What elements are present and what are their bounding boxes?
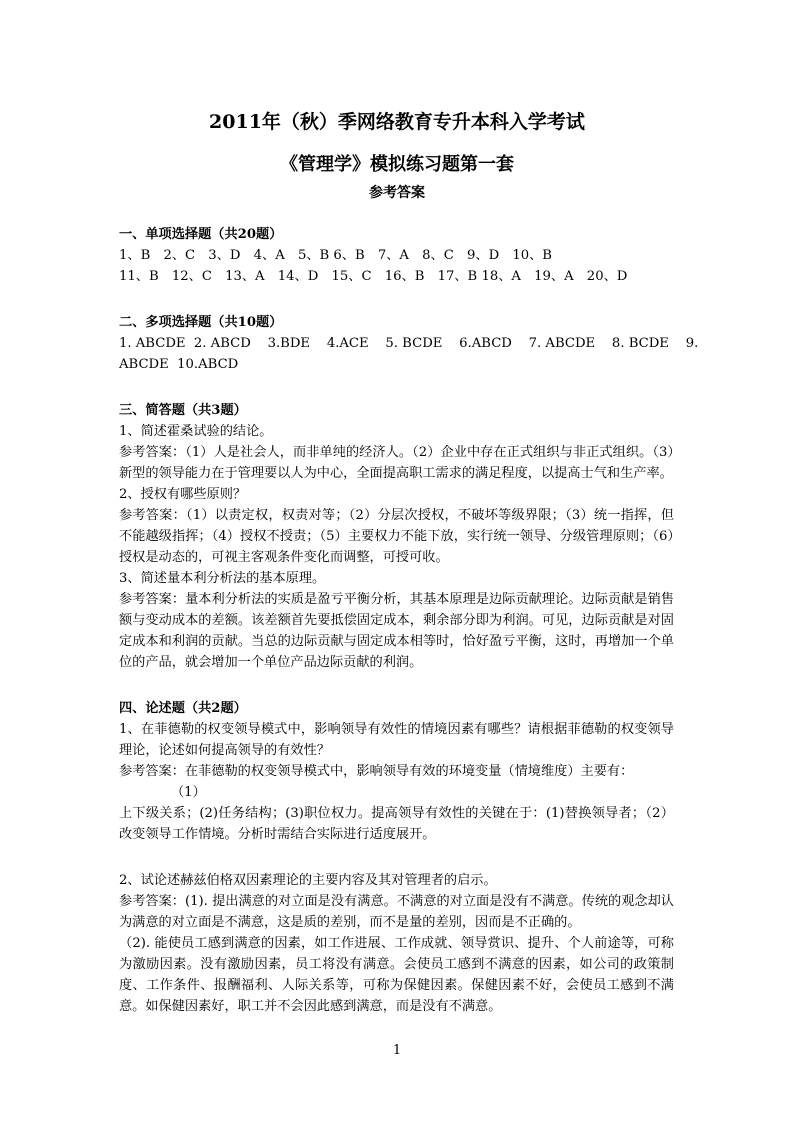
document-body [119,224,699,1017]
section2-answers-line2: ABCDE 10.ABCD [119,357,239,372]
section1-answers-line1: 1、B 2、C 3、D 4、A 5、B 6、B 7、A 8、C 9、D 10、B [119,248,552,263]
section4-question2: 2、试论述赫兹伯格双因素理论的主要内容及其对管理者的启示。 [119,873,497,888]
exam-title: 2011年（秋）季网络教育专升本科入学考试 [209,111,585,133]
answer-heading: 参考答案 [369,185,425,201]
section3-answer3: 参考答案：量本利分析法的实质是盈亏平衡分析，其基本原理是边际贡献理论。边际贡献是销售额与变动成本的差额。该差额首先要抵偿固定成本，剩余部分即为利润。可见，边际贡献是对固定成本和利润的贡献。当总的边际贡献与固定成本相等时，恰好盈亏平衡，这时，再增加一个单位的产品，就会增加一个单位产品边际贡献的利润。 [119,592,674,670]
section3-question3: 3、简述量本利分析法的基本原理。 [119,571,326,586]
section3-question2: 2、授权有哪些原则？ [119,487,247,502]
page-number: 1 [392,1043,402,1058]
section3-answer2: 参考答案：（1）以责定权，权责对等；（2）分层次授权，不破坏等级界限；（3）统一指挥，但不能越级指挥；（4）授权不授责；（5）主要权力不能下放，实行统一领导、分级管理原则；（6）授权是动态的，可视主客观条件变化而调整，可授可收。 [119,508,674,565]
section1-heading: 一、单项选择题（共20题） [119,227,283,242]
section4-answer1-line1: 参考答案：在菲德勒的权变领导模式中，影响领导有效的环境变量（情境维度）主要有： [119,764,634,779]
section1-answers-line2: 11、B 12、C 13、A 14、D 15、C 16、B 17、B 18、A 19、A 20、D [119,269,628,284]
exam-subtitle: 《管理学》模拟练习题第一套 [280,154,514,175]
section4-heading: 四、论述题（共2题） [119,701,247,716]
section4-answer2-part2: （2). 能使员工感到满意的因素，如工作进展、工作成就、领导赏识、提升、个人前途等，可称为激励因素。没有激励因素，员工将没有满意。会使员工感到不满意的因素，如公司的政策制度、工作条件、报酬福利、人际关系等，可称为保健因素。保健因素不好，会使员工感到不满意。如保健因素好，职工并不会因此感到满意，而是没有不满意。 [119,936,674,1014]
section3-question1: 1、简述霍桑试验的结论。 [119,424,273,439]
section2-answers-line1: 1. ABCDE 2. ABCD 3.BDE 4.ACE 5. BCDE 6.ABCD 7. ABCDE 8. BCDE 9. [119,336,699,351]
section4-answer2-part1: 参考答案：(1). 提出满意的对立面是没有满意。不满意的对立面是没有不满意。传统的观念却认为满意的对立面是不满意，这是质的差别，而不是量的差别，因而是不正确的。 [119,894,674,930]
section3-answer1: 参考答案：（1）人是社会人，而非单纯的经济人。（2）企业中存在正式组织与非正式组织。（3）新型的领导能力在于管理要以人为中心，全面提高职工需求的满足程度，以提高士气和生产率。 [119,445,674,481]
section4-answer1-line2: （1） [171,785,206,800]
section2-heading: 二、多项选择题（共10题） [119,315,283,330]
section4-answer1-line3: 上下级关系；(2)任务结构；(3)职位权力。提高领导有效性的关键在于：(1)替换领导者；（2）改变领导工作情境。分析时需结合实际进行适度展开。 [119,806,674,842]
section4-question1: 1、在菲德勒的权变领导模式中，影响领导有效性的情境因素有哪些？请根据菲德勒的权变领导理论，论述如何提高领导的有效性？ [119,722,674,758]
section3-heading: 三、简答题（共3题） [119,403,247,418]
